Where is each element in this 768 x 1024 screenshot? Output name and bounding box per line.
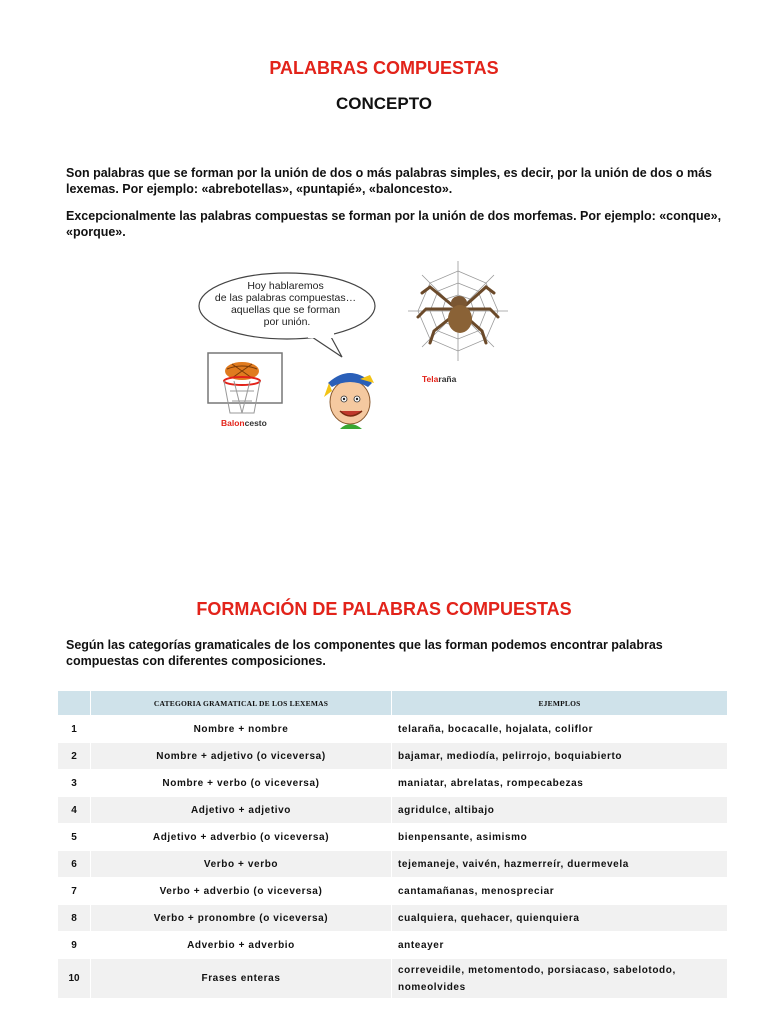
row-category: Adjetivo + adjetivo	[91, 797, 392, 824]
web-label-dark: raña	[438, 374, 457, 384]
formation-intro: Según las categorías gramaticales de los componentes que las forman podemos encontrar palabras compuestas con diferentes composiciones.	[66, 638, 663, 668]
basket-label-red: Balon	[221, 418, 245, 428]
compound-words-table	[57, 690, 728, 999]
row-category: Verbo + verbo	[91, 851, 392, 878]
header-num	[58, 691, 91, 716]
header-category: CATEGORIA GRAMATICAL DE LOS LEXEMAS	[91, 691, 392, 716]
row-examples: anteayer	[392, 932, 728, 959]
row-examples: tejemaneje, vaivén, hazmerreír, duermevela	[392, 851, 728, 878]
table-row	[58, 932, 728, 959]
row-number: 7	[58, 878, 91, 905]
row-category: Nombre + adjetivo (o viceversa)	[91, 743, 392, 770]
table-row	[58, 878, 728, 905]
table-header-row	[58, 691, 728, 716]
row-examples: telaraña, bocacalle, hojalata, coliflor	[392, 716, 728, 743]
row-examples: correveidile, metomentodo, porsiacaso, sabelotodo, nomeolvides	[392, 959, 728, 999]
row-examples: maniatar, abrelatas, rompecabezas	[392, 770, 728, 797]
page-title: PALABRAS COMPUESTAS	[269, 58, 499, 78]
table-row	[58, 851, 728, 878]
row-category: Adjetivo + adverbio (o viceversa)	[91, 824, 392, 851]
row-category: Adverbio + adverbio	[91, 932, 392, 959]
row-number: 4	[58, 797, 91, 824]
row-category: Verbo + adverbio (o viceversa)	[91, 878, 392, 905]
bubble-line-1: Hoy hablaremos	[247, 280, 324, 292]
row-examples: cantamañanas, menospreciar	[392, 878, 728, 905]
table-row	[58, 716, 728, 743]
compound-words-illustration	[190, 251, 523, 439]
bubble-line-4: por unión.	[263, 316, 311, 328]
row-number: 8	[58, 905, 91, 932]
row-examples: cualquiera, quehacer, quienquiera	[392, 905, 728, 932]
table-row	[58, 824, 728, 851]
row-examples: bajamar, mediodía, pelirrojo, boquiabierto	[392, 743, 728, 770]
table-row	[58, 770, 728, 797]
svg-text:Baloncesto	[221, 418, 267, 428]
section-title-concepto: CONCEPTO	[335, 94, 433, 113]
table-row	[58, 743, 728, 770]
svg-text:Telaraña	[422, 374, 457, 384]
table-row	[58, 905, 728, 932]
row-category: Verbo + pronombre (o viceversa)	[91, 905, 392, 932]
row-category: Frases enteras	[91, 959, 392, 999]
row-category: Nombre + nombre	[91, 716, 392, 743]
row-examples: agridulce, altibajo	[392, 797, 728, 824]
row-number: 9	[58, 932, 91, 959]
row-number: 1	[58, 716, 91, 743]
row-examples: bienpensante, asimismo	[392, 824, 728, 851]
row-number: 3	[58, 770, 91, 797]
row-number: 10	[58, 959, 91, 999]
speech-bubble	[199, 273, 375, 357]
intro-paragraph-1: Son palabras que se forman por la unión de dos o más palabras simples, es decir, por la unión de dos o más lexemas. Por ejemplo: «abrebotellas», «puntapié», «baloncesto».	[66, 166, 713, 196]
table-row	[58, 797, 728, 824]
bubble-line-2: de las palabras compuestas…	[214, 292, 357, 304]
basket-label-dark: cesto	[244, 418, 267, 428]
row-number: 5	[58, 824, 91, 851]
row-number: 2	[58, 743, 91, 770]
boy-character-icon	[324, 373, 374, 429]
row-category: Nombre + verbo (o viceversa)	[91, 770, 392, 797]
web-label-red: Tela	[422, 374, 439, 384]
header-examples: EJEMPLOS	[392, 691, 728, 716]
bubble-line-3: aquellas que se forman	[230, 304, 341, 316]
row-number: 6	[58, 851, 91, 878]
intro-paragraph-2: Excepcionalmente las palabras compuestas se forman por la unión de dos morfemas. Por ejemplo: «conque», «porque».	[66, 209, 722, 239]
section-title-formacion: FORMACIÓN DE PALABRAS COMPUESTAS	[196, 599, 572, 619]
basketball-hoop-icon	[208, 353, 282, 413]
table-row	[58, 959, 728, 999]
